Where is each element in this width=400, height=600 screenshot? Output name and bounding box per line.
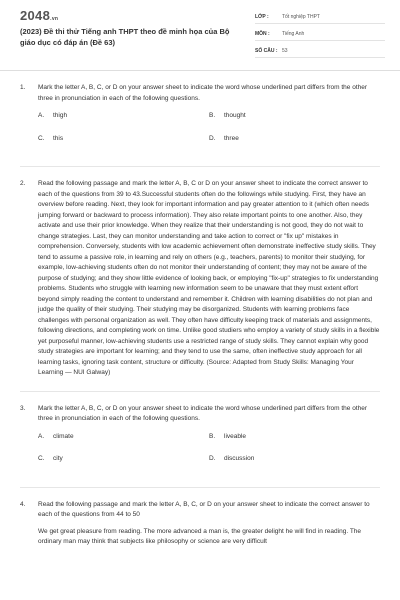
option-letter: C. [38,455,45,463]
option-text: city [53,455,63,463]
question-item [20,83,380,158]
option-d[interactable] [209,454,380,465]
option-text: discussion [224,455,255,463]
logo-text: 2048 [20,8,51,23]
question-body [38,500,380,552]
option-d[interactable] [209,134,380,145]
option-letter: D. [209,134,216,142]
option-c[interactable] [38,454,209,465]
option-text: thought [224,112,246,120]
option-letter: A. [38,432,45,440]
meta-row-subject [255,27,385,41]
question-number: 2. [20,180,26,188]
option-letter: B. [209,112,216,120]
logo-suffix: .vn [50,16,59,22]
option-b[interactable] [209,432,380,443]
option-letter: D. [209,455,216,463]
option-text: three [224,134,239,142]
question-number: 4. [20,500,26,508]
meta-value: Tốt nghiệp THPT [282,13,320,20]
meta-label: SỐ CÂU : [255,47,278,54]
option-text: liveable [224,432,247,440]
reading-passage: We get great pleasure from reading. The more advanced a man is, the greater delight he will find in reading. The ordinary man may think that subjects like philosophy or science are very difficult [38,527,362,546]
question-number: 1. [20,84,26,91]
meta-row-count [255,44,385,58]
meta-row-class [255,10,385,24]
option-text: this [53,134,64,142]
option-c[interactable] [38,134,209,145]
question-divider [20,487,380,488]
question-divider [20,166,380,167]
option-letter: C. [38,134,45,142]
question-list [0,71,400,552]
option-a[interactable] [38,111,209,122]
question-item [20,500,380,552]
option-a[interactable] [38,432,209,443]
meta-label: LỚP : [255,13,269,20]
question-body [38,179,380,383]
meta-label: MÔN : [255,30,270,37]
option-letter: B. [209,432,216,440]
exam-title: (2023) Đề thi thử Tiếng anh THPT theo đề minh họa của Bộ giáo dục có đáp án (Đề 63) [20,27,230,47]
answer-options [38,432,380,477]
exam-meta [255,10,385,61]
question-item [20,179,380,383]
meta-value: Tiếng Anh [282,30,305,37]
question-item [20,404,380,479]
question-body [38,404,380,479]
question-prompt: Mark the letter A, B, C, or D on your answer sheet to indicate the word whose underlined part differs from the other three in pronunciation in each of the following questions. [38,84,368,102]
question-prompt: Read the following passage and mark the letter A, B, C or D on your answer sheet to indicate the correct answer to each of the questions from 39 to 43.Successful students often do the followings while studying. First, they have an overview before reading. Next, they look for important information and pay greater attention to it (which often needs jumping forward or backward to process information). They also relate important points to one another. Also, they activate and use their prior knowledge. When they realize that their understanding is not good, they do not wait to change strategies. Last, they can monitor understanding and take action to correct or "fix up" mistakes in comprehension. Conversely, students with low academic achievement often demonstrate ineffective study skills. They tend to assume a passive role, in learning and rely on others (e.g., teachers, parents) to monitor their studying, for example, low-achieving students often do not monitor their understanding of content; they may not be aware of the purpose of studying; and they show little evidence of looking back, or employing "fix-up" strategies to fix understanding problems. Students who struggle with learning new information seem to be unaware that they must extent effort beyond simply reading the content to understand and remember it. Children with learning disabilities do not plan and judge the quality of their studying. Their studying may be disorganized. Students with learning problems face challenges with personal organization as well. They often have difficulty keeping track of materials and assignments, following directions, and completing work on time. Unlike good studiers who employ a variety of study skills in a flexible yet purposeful manner, low-achieving students use a restricted range of study skills. They cannot explain why good study strategies are important for learning; and they tend to use the same, often ineffective study approach for all learning tasks, ignoring task content, structure or difficulty. (Source: Adapted from Study Skills: Managing Your Learning — NUI Galway) [38,180,380,377]
question-body [38,83,380,158]
option-b[interactable] [209,111,380,122]
option-letter: A. [38,112,45,120]
option-text: climate [53,432,74,440]
meta-value: 53 [282,47,288,54]
page-header [0,0,400,70]
question-number: 3. [20,404,26,412]
option-text: thigh [53,112,68,120]
answer-options [38,111,380,156]
question-divider [20,391,380,392]
question-prompt: Read the following passage and mark the letter A, B, C, or D on your answer sheet to indicate the correct answer to each of the questions from 44 to 50 [38,500,370,519]
question-prompt: Mark the letter A, B, C, or D on your answer sheet to indicate the word whose underlined part differs from the other three in pronunciation in each of the following questions. [38,404,368,423]
